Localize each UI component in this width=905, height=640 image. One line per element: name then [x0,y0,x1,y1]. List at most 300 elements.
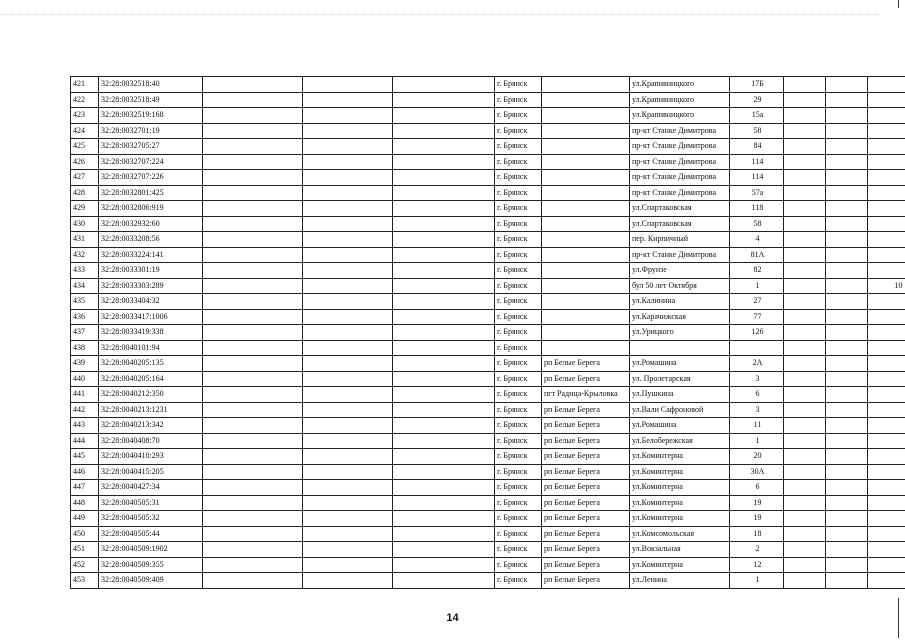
cell-empty [203,201,303,217]
cell-cadastral-number: 32:28:0040410:293 [99,449,203,465]
cell-empty [303,526,393,542]
table-row [71,309,905,325]
cell-empty [203,371,303,387]
cell-empty [393,356,495,372]
cell-row-number: 448 [71,495,99,511]
cell-city: г. Брянск [495,123,542,139]
cell-cadastral-number: 32:28:0032707:226 [99,170,203,186]
cell-row-number: 453 [71,573,99,589]
cell-empty [784,309,826,325]
cell-street: пр-кт Станке Димитрова [630,154,730,170]
cell-cadastral-number: 32:28:0033417:1006 [99,309,203,325]
cell-extra-value [868,108,905,124]
cell-row-number: 423 [71,108,99,124]
cell-empty [203,511,303,527]
cell-empty [826,77,868,93]
cell-street: ул.Калинина [630,294,730,310]
cell-empty [203,418,303,434]
cell-street: ул.Коминтерна [630,464,730,480]
cell-house: 114 [730,154,784,170]
cell-empty [303,449,393,465]
cell-row-number: 430 [71,216,99,232]
cell-empty [203,526,303,542]
cell-street: ул.Коминтерна [630,449,730,465]
cell-settlement [542,294,630,310]
cell-house: 58 [730,216,784,232]
cell-city: г. Брянск [495,201,542,217]
cell-settlement: рп Белые Берега [542,557,630,573]
table-row [71,247,905,263]
cell-extra-value [868,247,905,263]
cell-settlement [542,278,630,294]
cell-extra-value [868,170,905,186]
cell-empty [393,185,495,201]
cell-house: 19 [730,495,784,511]
cell-house [730,340,784,356]
cell-empty [203,356,303,372]
cell-empty [393,92,495,108]
cell-empty [826,542,868,558]
cell-cadastral-number: 32:28:0032932:60 [99,216,203,232]
cell-row-number: 451 [71,542,99,558]
cell-empty [303,154,393,170]
table-row [71,495,905,511]
cell-extra-value [868,557,905,573]
cell-empty [203,557,303,573]
cell-empty [203,449,303,465]
cell-street: ул.Пушкина [630,387,730,403]
cell-settlement [542,263,630,279]
cell-cadastral-number: 32:28:0040213:342 [99,418,203,434]
cell-row-number: 425 [71,139,99,155]
cell-house: 6 [730,387,784,403]
cell-row-number: 452 [71,557,99,573]
cell-empty [784,542,826,558]
cell-empty [393,123,495,139]
cell-empty [393,201,495,217]
cell-empty [826,154,868,170]
cell-empty [826,464,868,480]
cell-street: ул.Урицкого [630,325,730,341]
cell-house: 118 [730,201,784,217]
cell-cadastral-number: 32:28:0032806:919 [99,201,203,217]
cell-street: ул.Коминтерна [630,557,730,573]
cell-house: 126 [730,325,784,341]
cell-empty [203,294,303,310]
cell-street: ул.Спартаковская [630,201,730,217]
cell-empty [784,480,826,496]
cell-empty [203,123,303,139]
cell-settlement [542,201,630,217]
table-row [71,77,905,93]
cell-empty [393,247,495,263]
cell-street: ул.Коминтерна [630,495,730,511]
cell-empty [826,449,868,465]
cell-settlement: рп Белые Берега [542,573,630,589]
cell-empty [303,232,393,248]
cell-city: г. Брянск [495,542,542,558]
cell-empty [784,232,826,248]
cell-settlement [542,232,630,248]
table-row [71,340,905,356]
cell-house: 30А [730,464,784,480]
cell-street: ул.Вали Сафроновой [630,402,730,418]
cell-empty [393,154,495,170]
cell-empty [203,573,303,589]
cell-city: г. Брянск [495,216,542,232]
cell-settlement: рп Белые Берега [542,495,630,511]
cell-extra-value [868,216,905,232]
cell-house: 2А [730,356,784,372]
cell-settlement [542,309,630,325]
cell-empty [784,325,826,341]
cell-empty [826,170,868,186]
cell-empty [203,325,303,341]
cell-settlement: пгт Радица-Крыловка [542,387,630,403]
cell-empty [826,247,868,263]
cell-empty [784,433,826,449]
cell-cadastral-number: 32:28:0032801:425 [99,185,203,201]
cell-empty [203,309,303,325]
cell-empty [303,263,393,279]
cell-settlement: рп Белые Берега [542,371,630,387]
cell-extra-value [868,294,905,310]
cell-row-number: 449 [71,511,99,527]
cell-extra-value [868,433,905,449]
cell-extra-value [868,263,905,279]
cell-street: ул.Спартаковская [630,216,730,232]
cell-empty [393,449,495,465]
cell-city: г. Брянск [495,433,542,449]
cell-empty [826,356,868,372]
cell-empty [303,278,393,294]
cell-empty [784,92,826,108]
cell-empty [826,216,868,232]
cell-empty [784,123,826,139]
table-row [71,511,905,527]
cell-empty [303,123,393,139]
cell-empty [826,263,868,279]
cell-city: г. Брянск [495,92,542,108]
cell-empty [826,108,868,124]
cell-city: г. Брянск [495,309,542,325]
cell-settlement: рп Белые Берега [542,356,630,372]
cell-empty [393,309,495,325]
cell-city: г. Брянск [495,371,542,387]
table-row [71,185,905,201]
cell-empty [203,77,303,93]
cell-extra-value [868,356,905,372]
cell-extra-value [868,325,905,341]
cell-house: 27 [730,294,784,310]
cell-settlement: рп Белые Берега [542,542,630,558]
cell-extra-value [868,123,905,139]
cell-house: 17Б [730,77,784,93]
cell-empty [203,170,303,186]
cell-extra-value [868,154,905,170]
cell-extra-value [868,449,905,465]
table-row [71,573,905,589]
cell-cadastral-number: 32:28:0040408:70 [99,433,203,449]
cell-row-number: 433 [71,263,99,279]
cell-street: ул.Крапивницкого [630,92,730,108]
cell-cadastral-number: 32:28:0040505:32 [99,511,203,527]
cell-empty [784,263,826,279]
cell-empty [826,495,868,511]
cell-city: г. Брянск [495,278,542,294]
cell-empty [203,402,303,418]
cell-settlement [542,216,630,232]
cell-extra-value [868,573,905,589]
cell-cadastral-number: 32:28:0040509:355 [99,557,203,573]
cell-empty [826,418,868,434]
cell-cadastral-number: 32:28:0032518:40 [99,77,203,93]
cell-row-number: 440 [71,371,99,387]
cell-row-number: 429 [71,201,99,217]
cell-street: ул.Фрунзе [630,263,730,279]
cell-empty [303,511,393,527]
cell-cadastral-number: 32:28:0040101:94 [99,340,203,356]
cell-empty [393,433,495,449]
cell-street: пр-кт Станке Димитрова [630,139,730,155]
cell-extra-value [868,418,905,434]
cell-extra-value [868,92,905,108]
cell-empty [303,433,393,449]
cell-empty [784,278,826,294]
table-row [71,325,905,341]
cell-empty [303,480,393,496]
cell-empty [784,294,826,310]
cell-empty [303,573,393,589]
cell-row-number: 444 [71,433,99,449]
cell-extra-value: 10 [868,278,905,294]
cell-empty [784,511,826,527]
cell-street: бул 50 лет Октября [630,278,730,294]
cell-cadastral-number: 32:28:0033303:289 [99,278,203,294]
cell-empty [393,139,495,155]
cell-extra-value [868,495,905,511]
cell-row-number: 439 [71,356,99,372]
table-row [71,464,905,480]
table-row [71,449,905,465]
cell-empty [393,232,495,248]
cell-empty [826,309,868,325]
cell-extra-value [868,185,905,201]
cell-empty [203,185,303,201]
cell-settlement: рп Белые Берега [542,418,630,434]
cell-house: 3 [730,402,784,418]
cell-city: г. Брянск [495,449,542,465]
cell-empty [393,278,495,294]
cell-empty [203,387,303,403]
cell-empty [826,185,868,201]
property-register-table [70,76,905,589]
cell-cadastral-number: 32:28:0040427:34 [99,480,203,496]
cell-house: 4 [730,232,784,248]
cell-house: 2 [730,542,784,558]
cell-extra-value [868,402,905,418]
cell-empty [393,325,495,341]
cell-cadastral-number: 32:28:0033301:19 [99,263,203,279]
cell-empty [784,495,826,511]
cell-row-number: 445 [71,449,99,465]
cell-row-number: 424 [71,123,99,139]
cell-row-number: 436 [71,309,99,325]
cell-cadastral-number: 32:28:0033404:32 [99,294,203,310]
cell-house: 81А [730,247,784,263]
cell-settlement [542,108,630,124]
cell-empty [826,123,868,139]
cell-empty [784,557,826,573]
cell-empty [393,464,495,480]
cell-empty [826,232,868,248]
cell-settlement [542,185,630,201]
cell-row-number: 443 [71,418,99,434]
cell-empty [303,139,393,155]
cell-row-number: 438 [71,340,99,356]
cell-empty [303,92,393,108]
cell-empty [303,464,393,480]
cell-street: пр-кт Станке Димитрова [630,170,730,186]
cell-city: г. Брянск [495,557,542,573]
cell-empty [826,387,868,403]
cell-cadastral-number: 32:28:0033419:338 [99,325,203,341]
cell-empty [784,216,826,232]
cell-row-number: 434 [71,278,99,294]
cell-empty [203,154,303,170]
cell-city: г. Брянск [495,356,542,372]
cell-empty [826,433,868,449]
cell-cadastral-number: 32:28:0040505:44 [99,526,203,542]
cell-empty [784,418,826,434]
cell-street: пр-кт Станке Димитрова [630,185,730,201]
cell-cadastral-number: 32:28:0032707:224 [99,154,203,170]
cell-street: пр-кт Станке Димитрова [630,247,730,263]
cell-empty [393,402,495,418]
cell-city: г. Брянск [495,480,542,496]
cell-cadastral-number: 32:28:0040205:164 [99,371,203,387]
cell-empty [393,77,495,93]
cell-street: ул.Вокзальная [630,542,730,558]
cell-empty [203,263,303,279]
cell-settlement [542,170,630,186]
cell-empty [393,108,495,124]
cell-empty [784,340,826,356]
table-row [71,278,905,294]
cell-empty [784,185,826,201]
cell-house: 82 [730,263,784,279]
cell-settlement [542,77,630,93]
cell-row-number: 442 [71,402,99,418]
cell-empty [303,185,393,201]
cell-empty [303,542,393,558]
cell-empty [826,139,868,155]
cell-house: 1 [730,278,784,294]
cell-settlement: рп Белые Берега [542,449,630,465]
cell-empty [303,247,393,263]
cell-street: ул.Коминтерна [630,480,730,496]
table-row [71,154,905,170]
cell-empty [303,356,393,372]
table-row [71,418,905,434]
cell-empty [303,216,393,232]
cell-extra-value [868,371,905,387]
cell-empty [303,201,393,217]
cell-empty [826,402,868,418]
cell-city: г. Брянск [495,573,542,589]
cell-empty [826,340,868,356]
cell-empty [826,92,868,108]
cell-city: г. Брянск [495,77,542,93]
cell-settlement: рп Белые Берега [542,480,630,496]
cell-street: ул.Ленина [630,573,730,589]
cell-empty [826,573,868,589]
table-row [71,294,905,310]
cell-settlement [542,154,630,170]
cell-empty [303,495,393,511]
cell-street [630,340,730,356]
cell-empty [784,402,826,418]
cell-empty [303,371,393,387]
cell-empty [203,480,303,496]
cell-empty [203,108,303,124]
table-row [71,232,905,248]
cell-city: г. Брянск [495,418,542,434]
cell-empty [303,170,393,186]
cell-house: 77 [730,309,784,325]
cell-settlement [542,123,630,139]
cell-extra-value [868,464,905,480]
cell-cadastral-number: 32:28:0040205:135 [99,356,203,372]
cell-street: пр-кт Станке Димитрова [630,123,730,139]
cell-city: г. Брянск [495,325,542,341]
cell-house: 57а [730,185,784,201]
table-row [71,433,905,449]
cell-settlement [542,139,630,155]
cell-empty [393,495,495,511]
cell-street: ул.Комсомольская [630,526,730,542]
cell-row-number: 437 [71,325,99,341]
cell-empty [303,309,393,325]
cell-city: г. Брянск [495,340,542,356]
cell-cadastral-number: 32:28:0040212:350 [99,387,203,403]
cell-city: г. Брянск [495,263,542,279]
cell-house: 15а [730,108,784,124]
cell-house: 19 [730,511,784,527]
table-row [71,557,905,573]
cell-row-number: 421 [71,77,99,93]
cell-street: ул.Ромашина [630,356,730,372]
cell-row-number: 427 [71,170,99,186]
cell-empty [784,356,826,372]
cell-street: ул.Белобережская [630,433,730,449]
cell-city: г. Брянск [495,526,542,542]
cell-empty [393,340,495,356]
cell-empty [784,387,826,403]
cell-empty [303,77,393,93]
cell-empty [393,371,495,387]
cell-settlement [542,325,630,341]
cell-house: 58 [730,123,784,139]
cell-house: 84 [730,139,784,155]
cell-empty [303,325,393,341]
scan-artifact-line [0,14,880,16]
cell-empty [784,573,826,589]
cell-city: г. Брянск [495,464,542,480]
cell-empty [393,418,495,434]
cell-empty [826,511,868,527]
cell-empty [826,294,868,310]
